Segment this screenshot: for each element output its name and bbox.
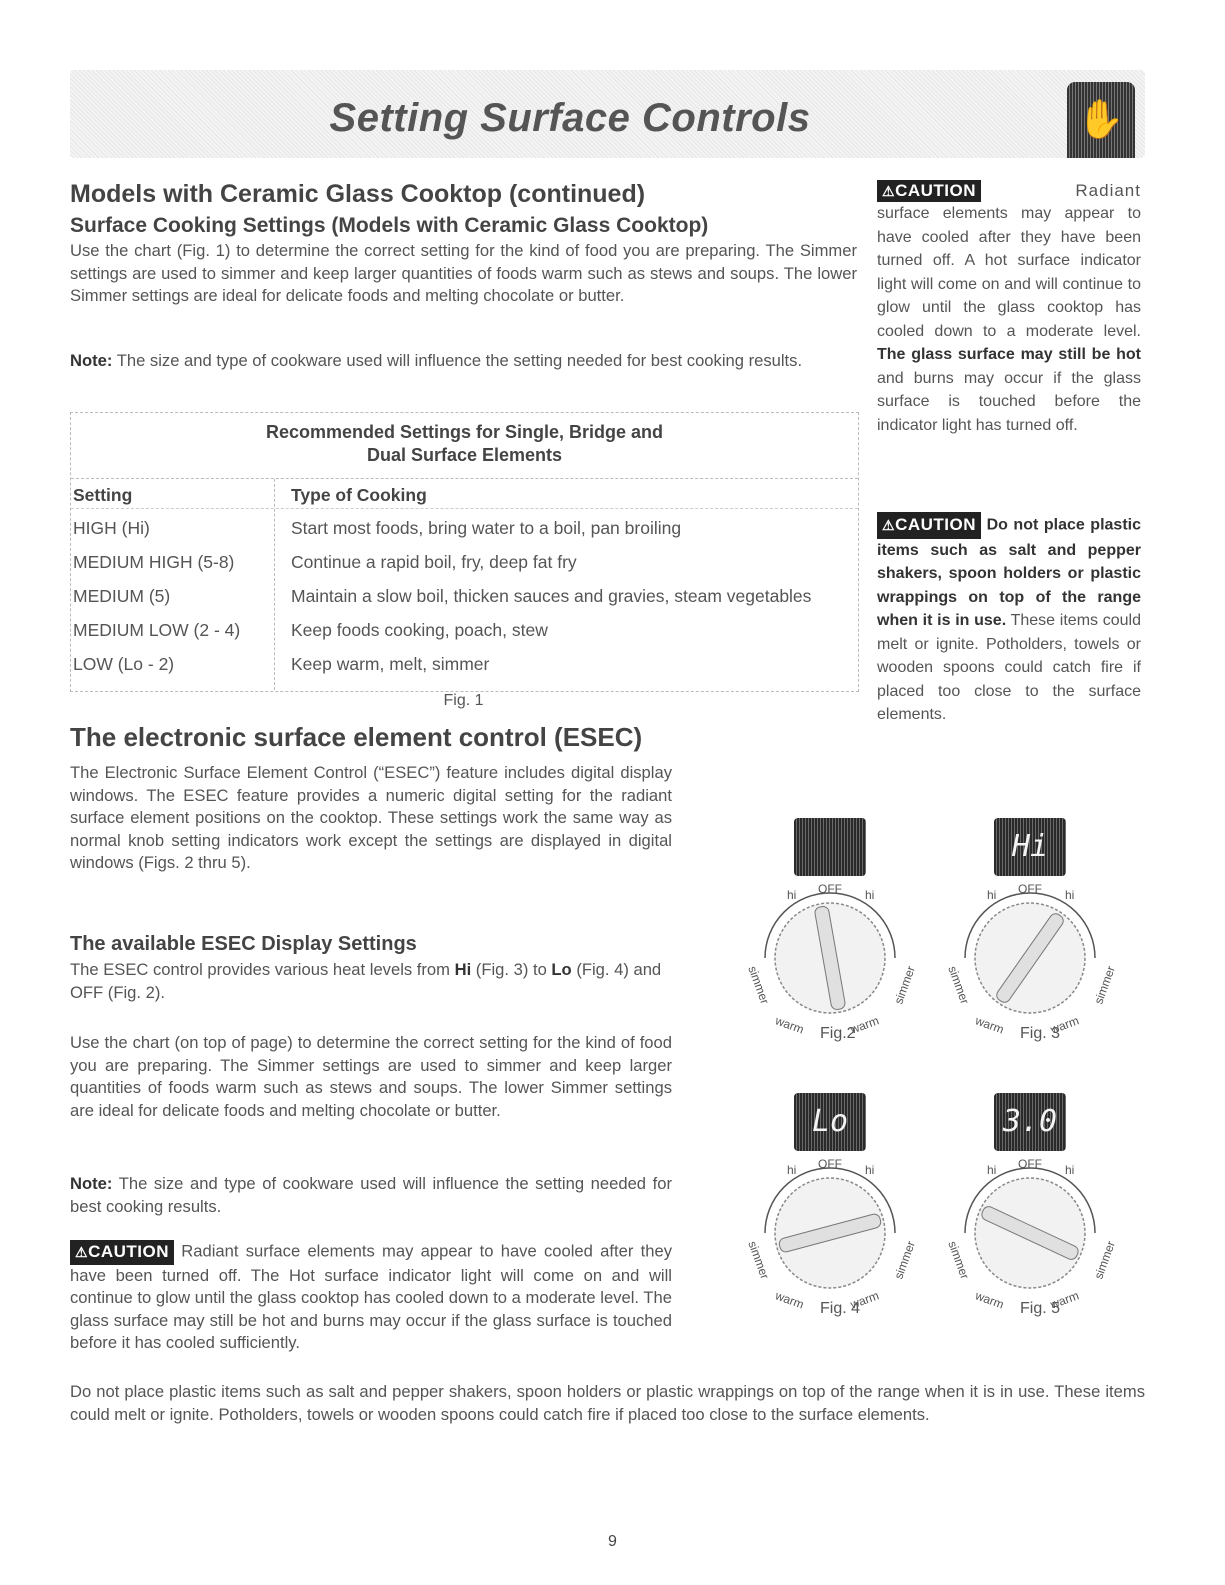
esec-title: The electronic surface element control (ESEC) (70, 722, 643, 752)
caution1-text: surface elements may appear to have cooled after they have been turned off. A hot surface indicator light will come on and will continue to glow until the glass cooktop has cooled down to a moderate level. The glass surface may still be hot and burns may occur if the glass surface is touched before the indicator light has turned off. (877, 205, 1141, 434)
table-divider (71, 478, 858, 479)
warning-icon: ⚠ (882, 183, 896, 199)
table-column-divider (274, 479, 275, 690)
knob-label-hi: hi (1065, 1163, 1075, 1177)
bottom-paragraph: Do not place plastic items such as salt and pepper shakers, spoon holders or plastic wrappings on top of the range when it is in use. These items could melt or ignite. Potholders, towels or wooden spoons could catch fire if placed too close to the surface elements. (70, 1382, 1145, 1424)
figure-caption: Fig. 5 (1020, 1300, 1061, 1317)
control-knob-icon (745, 1153, 915, 1303)
knob-label-simmer: simmer (891, 1239, 918, 1281)
esec-levels-paragraph: The ESEC control provides various heat levels from Hi (Fig. 3) to Lo (Fig. 4) and OFF (Fig. 2). (70, 960, 662, 1002)
knob-label-simmer: simmer (945, 1239, 972, 1281)
knob-label-warm: warm (848, 1288, 881, 1312)
warning-icon: ⚠ (75, 1244, 89, 1260)
note-text: The size and type of cookware used will influence the setting needed for best cooking results. (112, 351, 803, 370)
knob-label-off: OFF (1018, 1157, 1042, 1171)
control-knob-icon (945, 1153, 1115, 1303)
esec-caution: ⚠CAUTION Radiant surface elements may appear to have cooled after they have been turned off. The Hot surface indicator light will come on and will continue to glow until the glass cooktop has cooled down to a moderate level. The glass surface may still be hot and burns may occur if the glass surface is touched before it has cooled sufficiently. (70, 1241, 672, 1352)
knob-label-simmer: simmer (1091, 1239, 1118, 1281)
knob-label-warm: warm (848, 1013, 881, 1037)
figure-caption: Fig.2 (820, 1025, 856, 1042)
table-cell-setting: MEDIUM (5) (73, 586, 171, 606)
caution-label: ⚠CAUTION (877, 512, 981, 539)
knob-label-warm: warm (973, 1288, 1006, 1312)
knob-label-simmer: simmer (945, 964, 972, 1006)
knob-label-warm: warm (773, 1013, 806, 1037)
page-title: Setting Surface Controls (329, 96, 811, 140)
figure-caption: Fig. 3 (1020, 1025, 1061, 1042)
section-title-ceramic: Models with Ceramic Glass Cooktop (continued) (70, 180, 646, 208)
knob-label-off: OFF (1018, 882, 1042, 896)
knob-figure (945, 818, 1118, 1042)
knob-label-simmer: simmer (745, 964, 772, 1006)
table-header-divider (71, 508, 858, 509)
knob-label-hi: hi (1065, 888, 1075, 902)
header-banner (70, 70, 1145, 158)
knob-label-hi: hi (787, 1163, 797, 1177)
note-label: Note: (70, 351, 113, 370)
caution-label: ⚠CAUTION (70, 1240, 174, 1265)
table-title-line2: Dual Surface Elements (366, 445, 563, 465)
column-header-type: Type of Cooking (291, 485, 427, 505)
table-cell-type: Start most foods, bring water to a boil, pan broiling (291, 518, 682, 538)
knob-figure (945, 1093, 1118, 1317)
cooktop-hand-icon: ✋ (1067, 82, 1135, 158)
digital-display: 3.0 (994, 1093, 1066, 1151)
knob-label-simmer: simmer (891, 964, 918, 1006)
knob-label-warm: warm (773, 1288, 806, 1312)
knob-label-off: OFF (818, 882, 842, 896)
esec-paragraph: The Electronic Surface Element Control (“ESEC”) feature includes digital display windows. The ESEC feature provides a numeric digital setting for the radiant surface element positions on the cooktop. These settings work the same way as normal knob setting indicators work except the settings are displayed in digital windows (Figs. 2 thru 5). (70, 763, 672, 872)
knob-label-hi: hi (787, 888, 797, 902)
sidebar-caution-2 (877, 512, 1141, 727)
knob-figure (745, 1093, 918, 1317)
column-header-setting: Setting (73, 485, 133, 505)
table-title-line1: Recommended Settings for Single, Bridge and (265, 422, 664, 442)
control-knob-icon (745, 878, 915, 1028)
knob-label-warm: warm (1048, 1288, 1081, 1312)
knob-label-off: OFF (818, 1157, 842, 1171)
section1-paragraph: Use the chart (Fig. 1) to determine the correct setting for the kind of food you are preparing. The Simmer settings are used to simmer and keep larger quantities of foods warm such as stews and soups. The lower Simmer settings are ideal for delicate foods and melting chocolate or butter. (70, 241, 857, 305)
esec-subtitle: The available ESEC Display Settings (70, 933, 417, 955)
figure-caption: Fig. 4 (820, 1300, 861, 1317)
knob-label-warm: warm (1048, 1013, 1081, 1037)
digital-display: Hi (994, 818, 1066, 876)
table-cell-setting: LOW (Lo - 2) (73, 654, 175, 674)
table-cell-setting: HIGH (Hi) (73, 518, 150, 538)
table-caption: Fig. 1 (443, 692, 484, 709)
table-cell-type: Maintain a slow boil, thicken sauces and gravies, steam vegetables (291, 586, 812, 606)
caution1-lead: Radiant (1075, 181, 1141, 200)
table-cell-type: Keep foods cooking, poach, stew (291, 620, 548, 640)
caution2-text: ⚠CAUTION Do not place plastic items such as salt and pepper shakers, spoon holders or plastic wrappings on top of the range when it is in use. These items could melt or ignite. Potholders, towels or wooden spoons could catch fire if placed too close to the surface elements. (877, 512, 1141, 727)
digital-display: Lo (794, 1093, 866, 1151)
sidebar-caution-1 (877, 180, 1141, 437)
esec-chart-paragraph: Use the chart (on top of page) to determine the correct setting for the kind of food you are preparing. The Simmer settings are used to simmer and keep larger quantities of foods warm such as stews and soups. The lower Simmer settings are ideal for delicate foods and melting chocolate or butter. (70, 1033, 672, 1120)
knob-label-hi: hi (987, 1163, 997, 1177)
control-knob-icon (945, 878, 1115, 1028)
warning-icon: ⚠ (882, 517, 896, 533)
section1-note (70, 350, 857, 373)
table-cell-setting: MEDIUM LOW (2 - 4) (73, 620, 241, 640)
knob-label-warm: warm (973, 1013, 1006, 1037)
knob-label-hi: hi (865, 888, 875, 902)
table-cell-type: Keep warm, melt, simmer (291, 654, 490, 674)
table-title (71, 421, 858, 467)
settings-table (70, 412, 859, 692)
caution-label: ⚠CAUTION (877, 180, 981, 202)
section-subtitle-settings: Surface Cooking Settings (Models with Ceramic Glass Cooktop) (70, 214, 709, 237)
knob-label-hi: hi (987, 888, 997, 902)
knob-label-simmer: simmer (745, 1239, 772, 1281)
knob-label-simmer: simmer (1091, 964, 1118, 1006)
digital-display (794, 818, 866, 876)
table-cell-type: Continue a rapid boil, fry, deep fat fry (291, 552, 577, 572)
esec-note: Note: The size and type of cookware used will influence the setting needed for best cooking results. (70, 1174, 672, 1216)
knob-label-hi: hi (865, 1163, 875, 1177)
knob-figure (745, 818, 918, 1042)
page-number: 9 (608, 1533, 617, 1550)
table-cell-setting: MEDIUM HIGH (5-8) (73, 552, 235, 572)
